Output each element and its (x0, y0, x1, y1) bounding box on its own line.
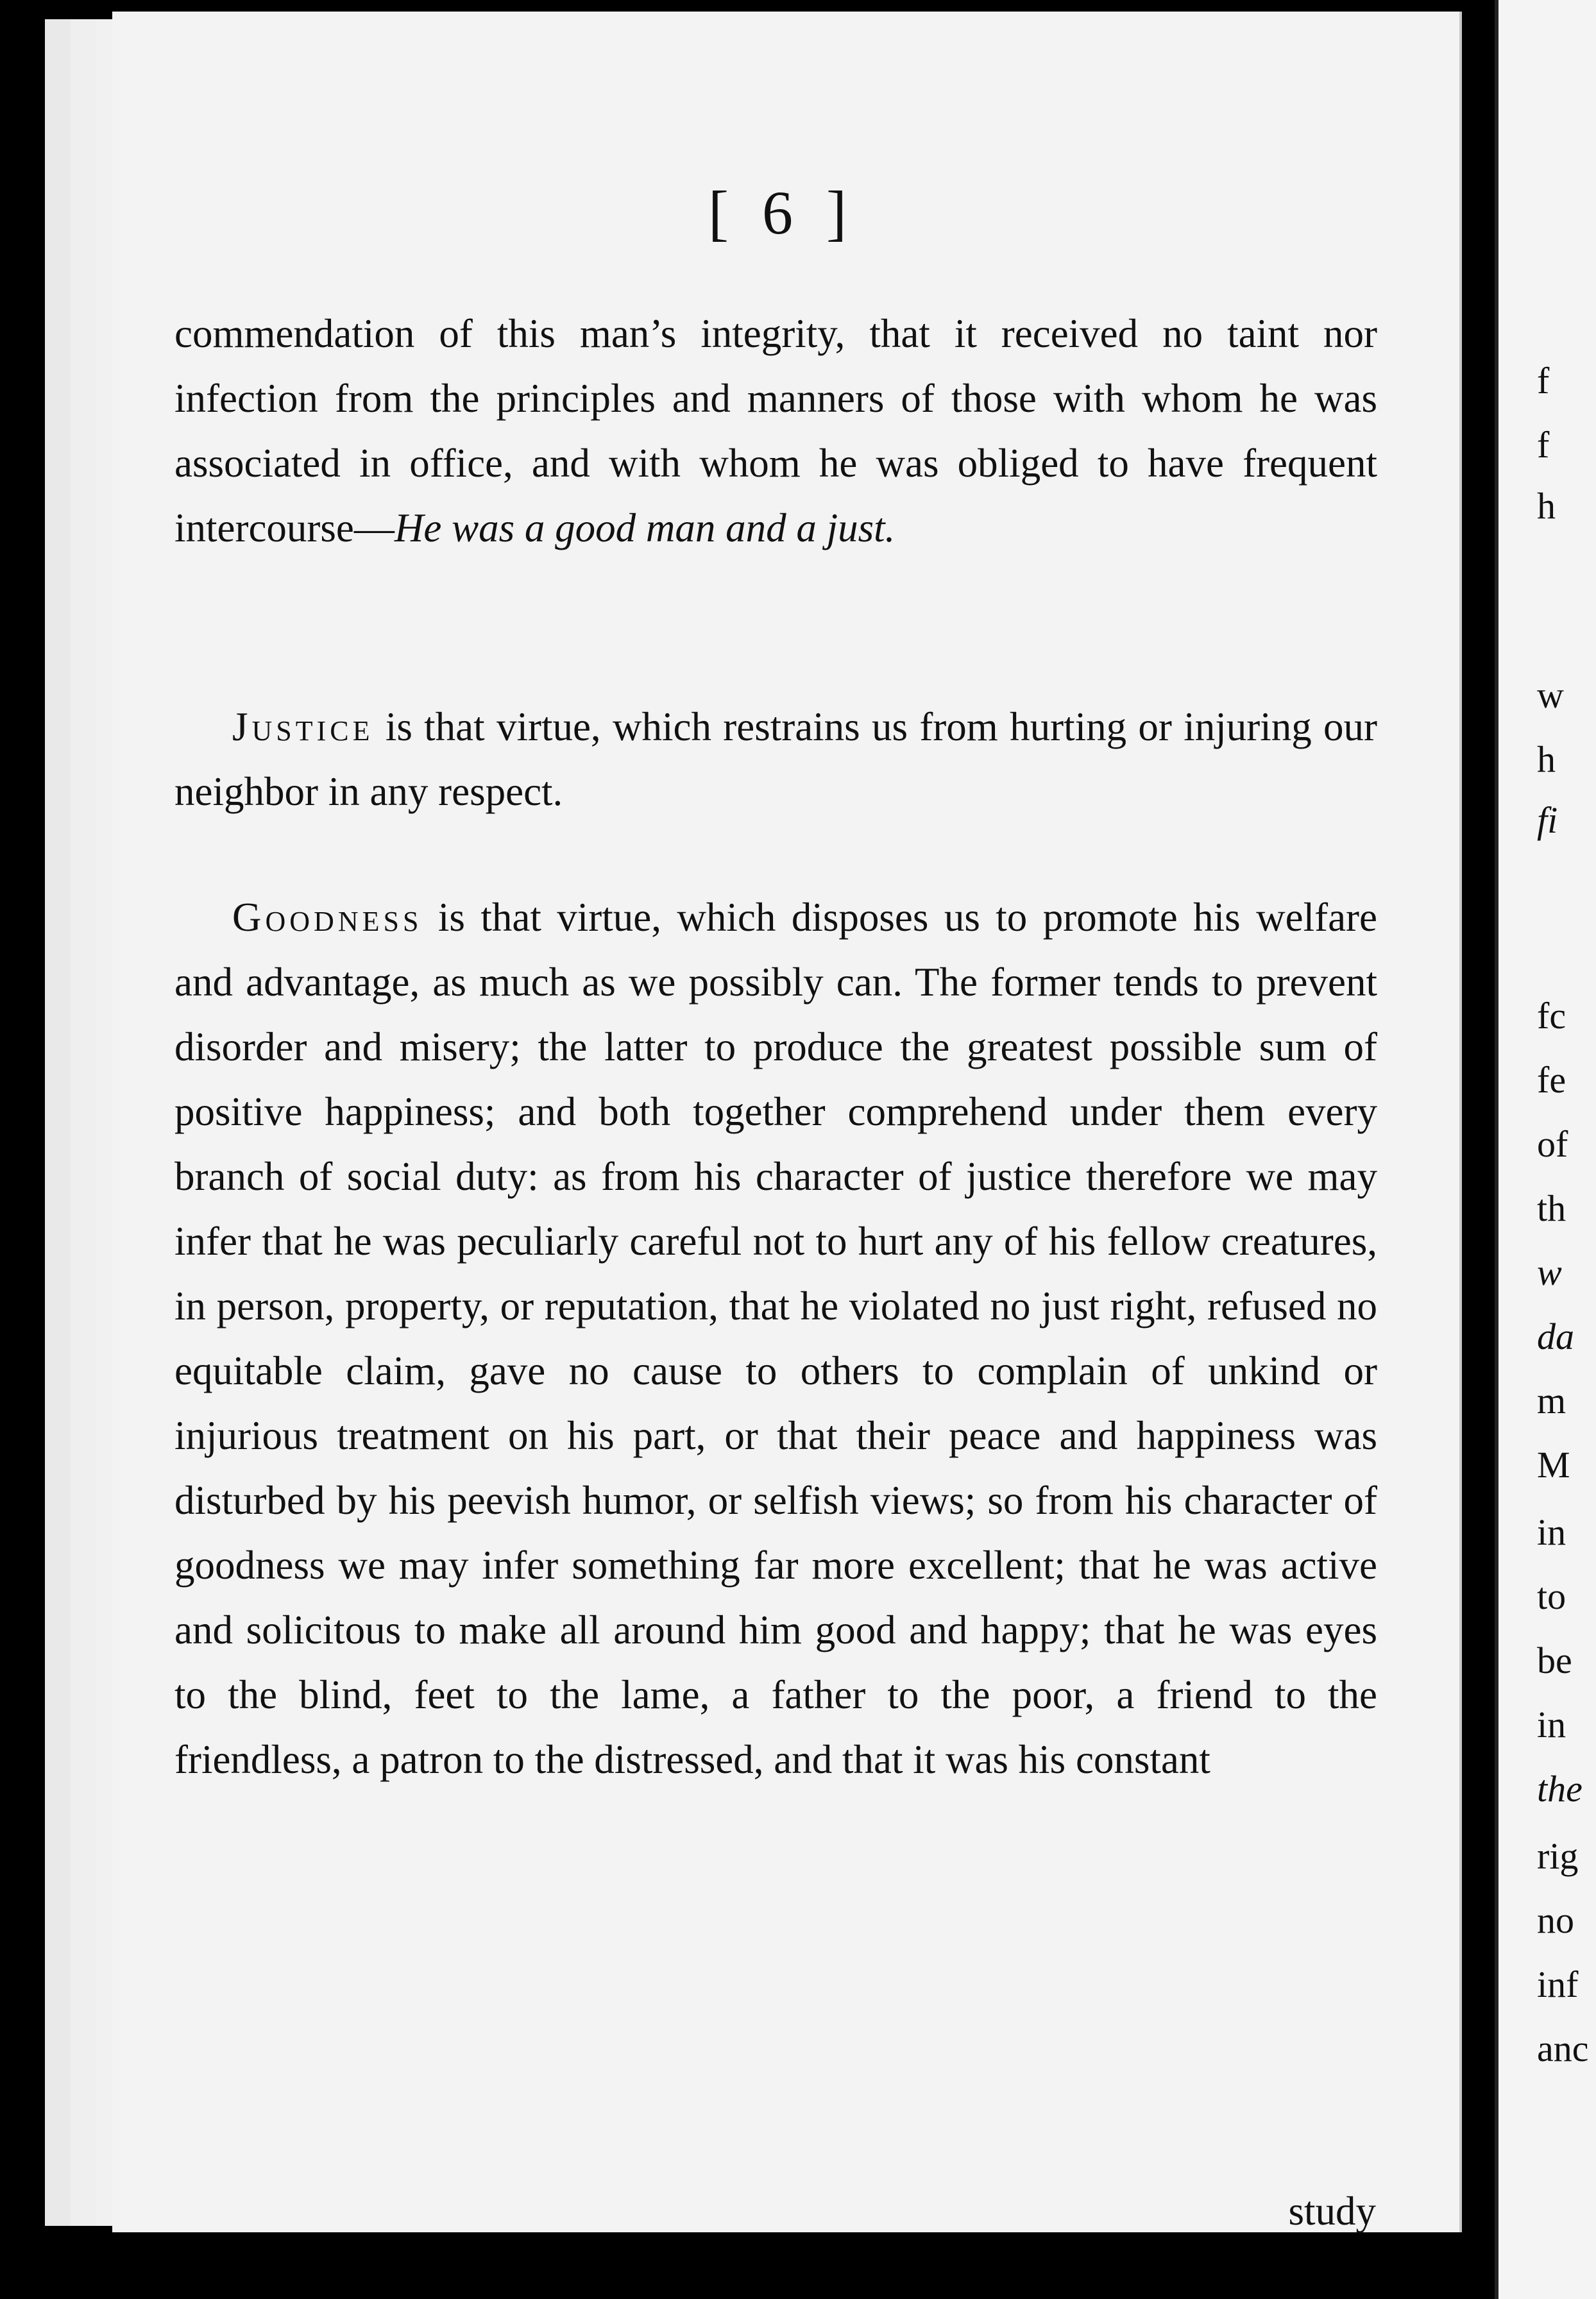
catchword: study (1288, 2189, 1376, 2234)
fragment: fc (1537, 995, 1566, 1037)
paragraph-justice (174, 695, 1377, 824)
fragment: M (1537, 1444, 1570, 1486)
page-edge (71, 19, 98, 2226)
paragraph-1-text: commendation of this man’s integrity, that it received no taint nor infection from the principles and manners of those with whom he was associated in office, and with whom he was obliged to have frequent intercourse— (174, 311, 1377, 550)
fragment: da (1537, 1316, 1574, 1357)
adjacent-page (1495, 0, 1596, 2299)
page-edge (45, 19, 72, 2226)
justice-lead: Justice (232, 704, 374, 749)
paragraph-goodness (174, 885, 1377, 1792)
fragment: w (1537, 674, 1564, 716)
fragment: h (1537, 738, 1556, 780)
fragment: to (1537, 1575, 1566, 1617)
justice-text: is that virtue, which restrains us from hurting or injuring our neighbor in any respect. (174, 704, 1377, 814)
fragment: m (1537, 1380, 1566, 1421)
fragment: the (1537, 1768, 1583, 1810)
fragment: h (1537, 485, 1556, 527)
paragraph-1 (174, 301, 1377, 561)
page-number: [ 6 ] (708, 178, 856, 247)
fragment: f (1537, 424, 1550, 466)
fragment: f (1537, 360, 1550, 402)
fragment: anc (1537, 2028, 1589, 2069)
fragment: w (1537, 1251, 1562, 1293)
fragment: rig (1537, 1835, 1579, 1877)
fragment: th (1537, 1187, 1566, 1229)
fragment: in (1537, 1704, 1566, 1745)
fragment: no (1537, 1899, 1574, 1941)
fragment: in (1537, 1511, 1566, 1553)
paragraph-1-italic: He was a good man and a just. (394, 505, 896, 550)
book-page (112, 12, 1462, 2232)
fragment: fi (1537, 799, 1558, 841)
fragment: be (1537, 1640, 1572, 1681)
goodness-text: is that virtue, which disposes us to promote his welfare and advantage, as much as we possibly can. The former tends to prevent disorder and misery; the latter to produce the greatest possible sum of positive happiness; and both together comprehend under them every branch of social duty: as from his character of justice therefore we may infer that he was peculiarly careful not to hurt any of his fellow creatures, in person, property, or reputation, that he violated no just right, refused no equitable claim, gave no cause to others to complain of unkind or injurious treatment on his part, or that their peace and happiness was disturbed by his peevish humor, or selfish views; so from his character of goodness we may infer something far more excellent; that he was active and solicitous to make all around him good and happy; that he was eyes to the blind, feet to the lame, a father to the poor, a friend to the friendless, a patron to the distressed, and that it was his constant (174, 895, 1377, 1782)
goodness-lead: Goodness (232, 895, 423, 940)
fragment: inf (1537, 1964, 1579, 2005)
fragment: fe (1537, 1059, 1566, 1101)
fragment: of (1537, 1123, 1568, 1165)
